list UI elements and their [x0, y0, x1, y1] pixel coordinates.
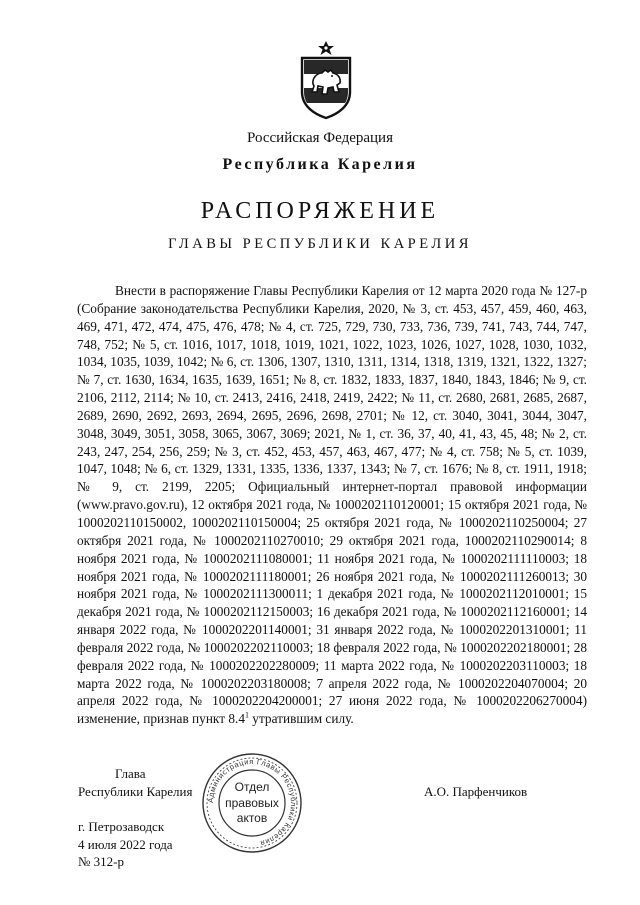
order-text: Внести в распоряжение Главы Республики Карелия от 12 марта 2020 года № 127-р (Собрание законодательства Республики Карелия, 2020, № 3, ст. 453, 457, 459, 460, 463, 469, 471, 472, 474, 475, 476, 478; № 4, ст. 725, 729, 730, 733, 736, 739, 741, 743, 744, 747, 748, 752; № 5, ст. 1016, 1017, 1018, 1019, 1021, 1022, 1023, 1026, 1027, 1028, 1030, 1032, 1034, 1035, 1039, 1042; № 6, ст. 1306, 1307, 1310, 1311, 1314, 1318, 1319, 1321, 1322, 1327; № 7, ст. 1630, 1634, 1635, 1639, 1651; № 8, ст. 1832, 1833, 1837, 1840, 1843, 1846; № 9, ст. 2106, 2112, 2114; № 10, ст. 2413, 2416, 2418, 2419, 2422; № 11, ст. 2680, 2681, 2685, 2687, 2689, 2690, 2692, 2693, 2694, 2695, 2696, 2698, 2701; № 12, ст. 3040, 3041, 3044, 3047, 3048, 3049, 3051, 3058, 3065, 3067, 3069; 2021, № 1, ст. 36, 37, 40, 41, 43, 45, 48; № 2, ст. 243, 247, 254, 256, 259; № 3, ст. 452, 453, 457, 463, 467, 477; № 4, ст. 758; № 5, ст. 1039, 1047, 1048; № 6, ст. 1329, 1331, 1335, 1336, 1337, 1343; № 7, ст. 1676; № 8, ст. 1911, 1918; № 9, ст. 2199, 2205; Официальный интернет-портал правовой информации (www.pravo.gov.ru), 12 октября 2021 года, № 1000202110120001; 15 октября 2021 года, № 1000202110150002, 1000202110150004; 25 октября 2021 года, № 1000202110250004; 27 октября 2021 года, № 1000202110270010; 29 октября 2021 года, 1000202110290014; 8 ноября 2021 года, № 1000202111080001; 11 ноября 2021 года, № 1000202111110003; 18 ноября 2021 года, № 1000202111180001; 26 ноября 2021 года, № 1000202111260013; 30 ноября 2021 года, № 1000202111300011; 1 декабря 2021 года, № 1000202112010001; 15 декабря 2021 года, № 1000202112150003; 16 декабря 2021 года, № 1000202112160001; 14 января 2022 года, № 1000202201140001; 31 января 2022 года, № 1000202201310001; 11 февраля 2022 года, № 1000202202110003; 18 февраля 2022 года, № 1000202202180001; 28 февраля 2022 года, № 1000202202280009; 11 марта 2022 года, № 1000202203110003; 18 марта 2022 года, № 1000202203180008; 7 апреля 2022 года, № 1000202204070004; 20 апреля 2022 года, № 1000202204200001; 27 июня 2022 года, № 1000202206270004) изменение, признав пункт 8.4: [77, 283, 587, 727]
stamp-line-1: Отдел: [234, 780, 270, 794]
country-name: Российская Федерация: [247, 130, 393, 146]
issue-date: 4 июля 2022 года: [78, 836, 173, 852]
stamp-ring-text: Администрация Главы Республики Карелия: [205, 756, 299, 849]
coat-of-arms-icon: [298, 40, 354, 120]
republic-name: Республика Карелия: [222, 156, 418, 173]
document-type: РАСПОРЯЖЕНИЕ: [200, 198, 440, 224]
signatory-position-line2: Республики Карелия: [78, 784, 193, 799]
signatory-position-line1: Глава: [115, 766, 146, 781]
document-footer: [78, 818, 173, 871]
stamp-line-2: правовых: [225, 796, 279, 810]
document-subtitle: ГЛАВЫ РЕСПУБЛИКИ КАРЕЛИЯ: [168, 236, 472, 252]
signatory-name: А.О. Парфенчиков: [424, 784, 528, 799]
document-number: № 312-р: [78, 854, 124, 869]
order-text-end: утратившим силу.: [248, 711, 354, 727]
issue-city: г. Петрозаводск: [78, 819, 165, 834]
order-body: [77, 282, 587, 728]
stamp-line-3: актов: [236, 811, 268, 825]
superscript-index: 1: [244, 710, 249, 720]
